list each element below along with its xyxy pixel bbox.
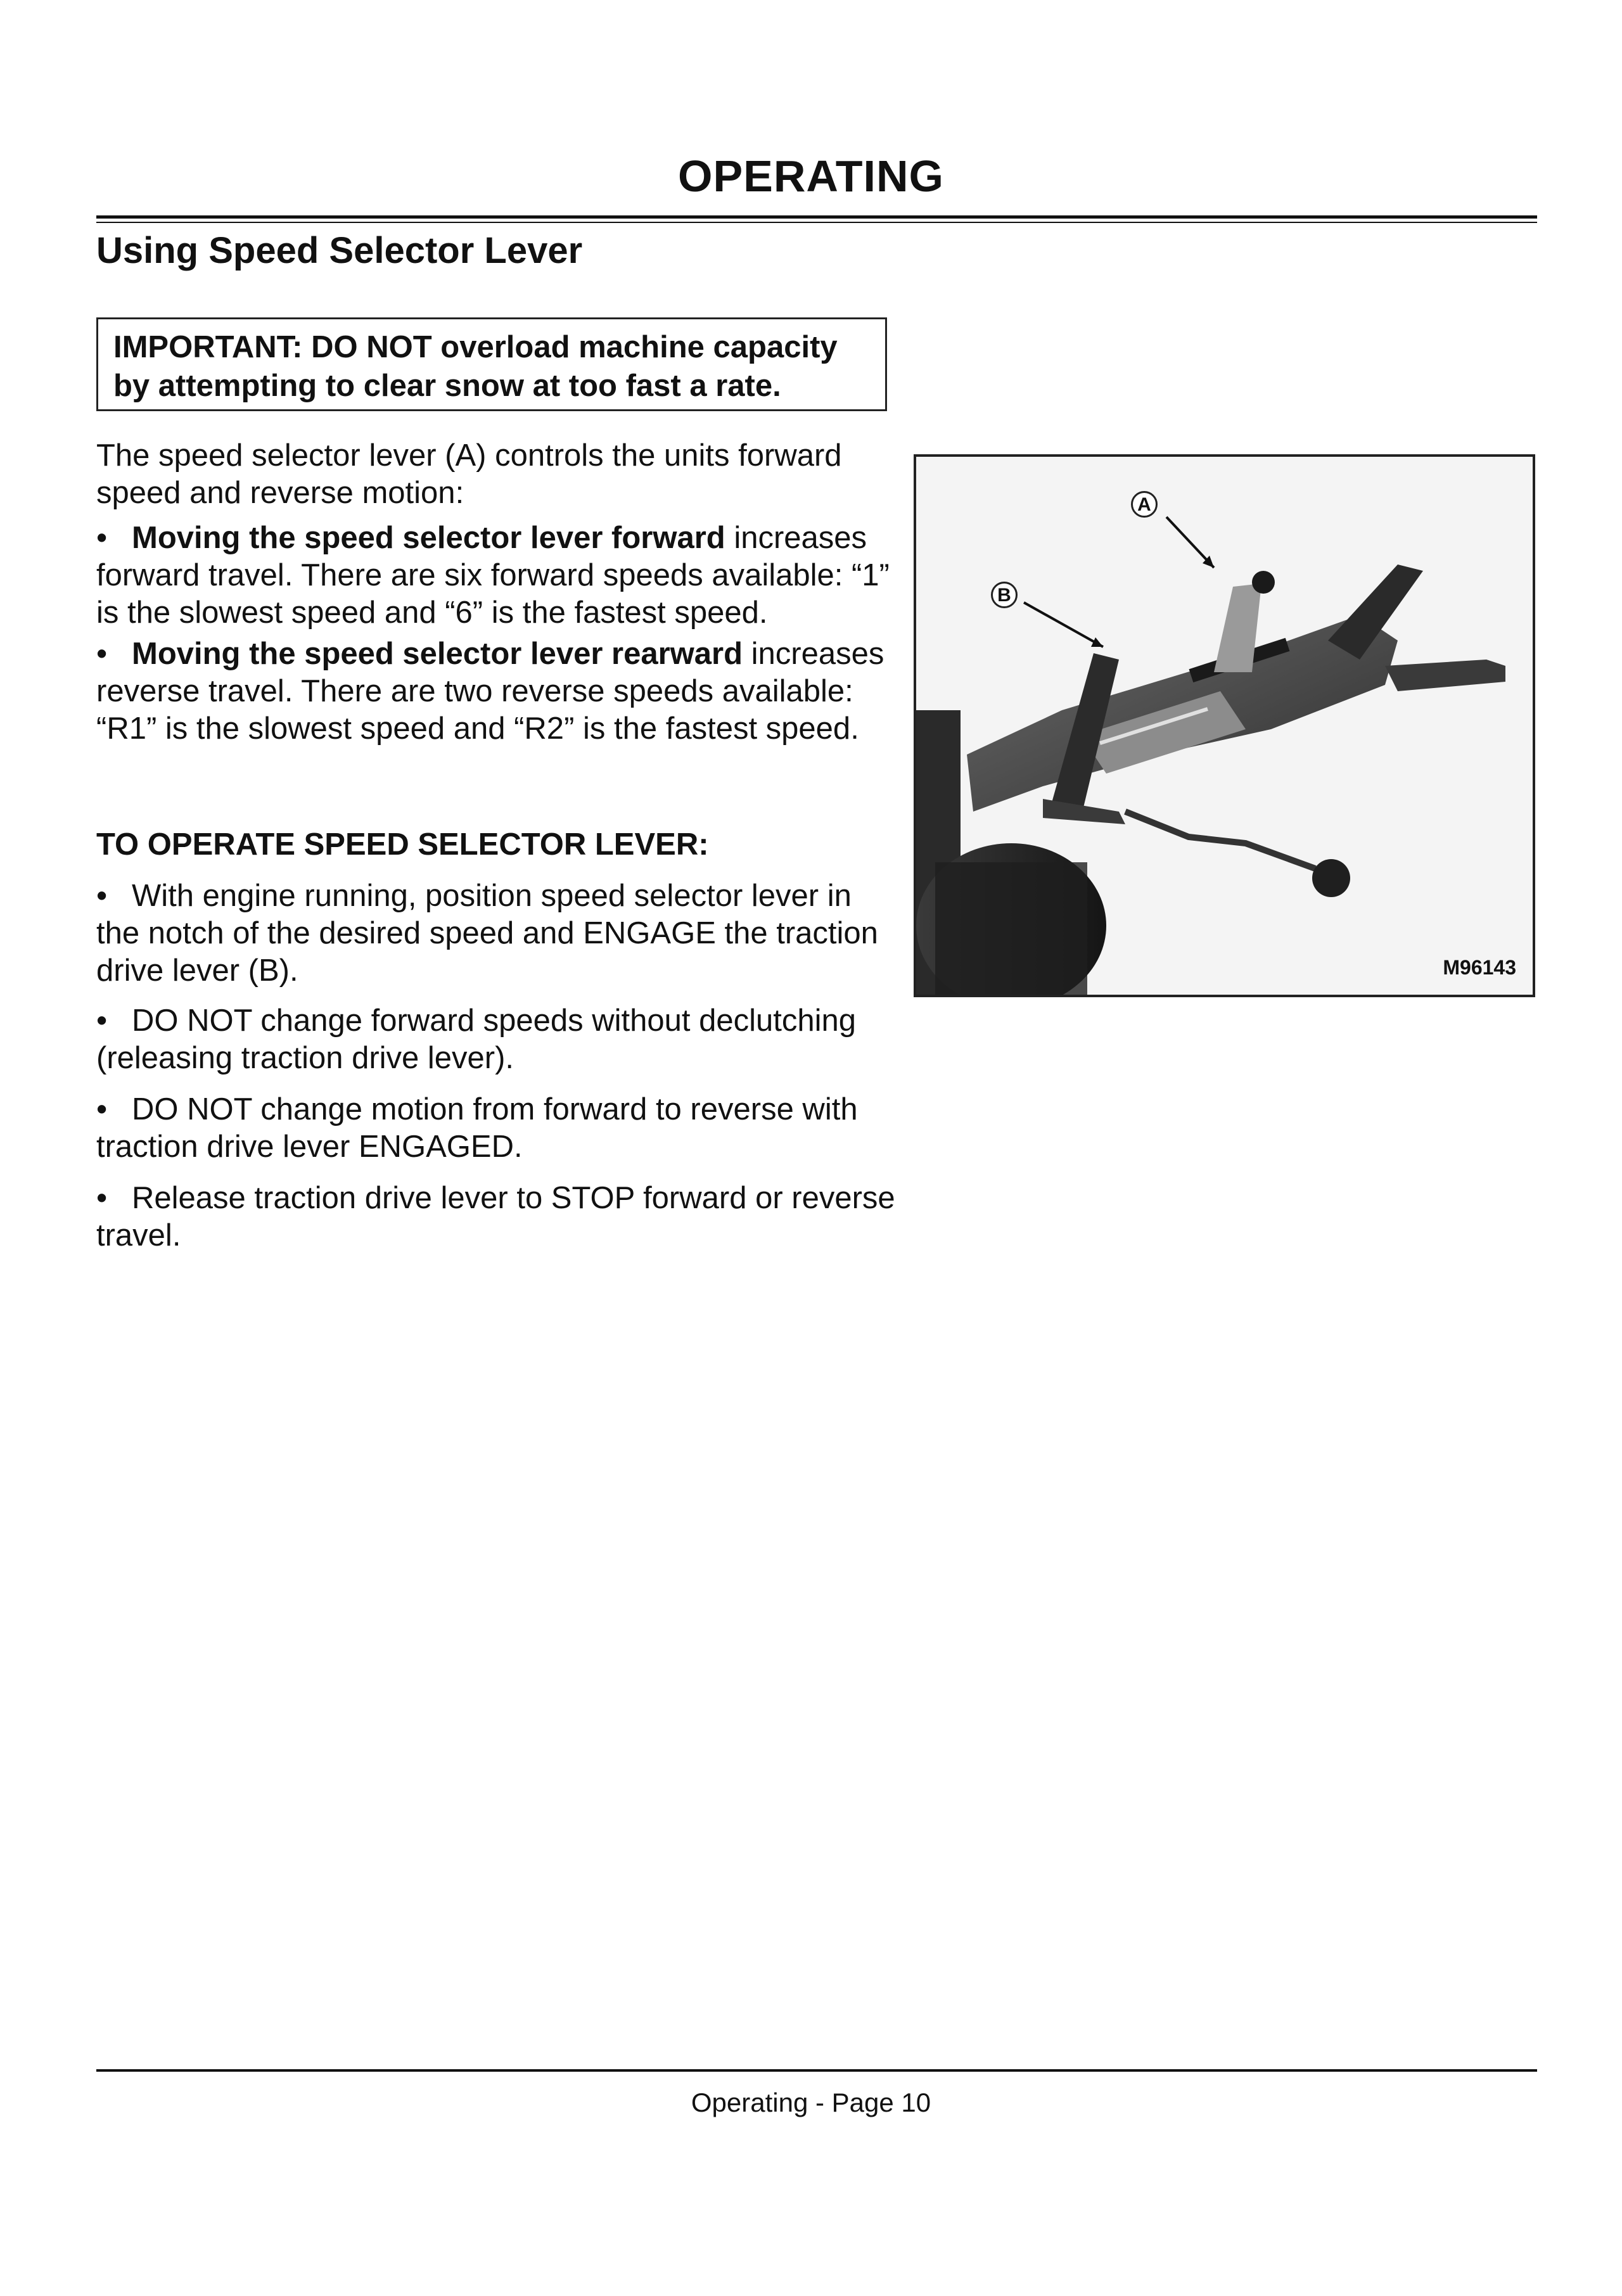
important-notice <box>96 317 887 411</box>
callout-a: A <box>1131 491 1158 518</box>
bullet-glyph: • <box>96 1181 108 1215</box>
procedure-step <box>96 1180 901 1254</box>
leader-line-b <box>1024 603 1103 647</box>
step-text: DO NOT change motion from forward to reverse with traction drive lever ENGAGED. <box>96 1092 858 1164</box>
header-rule-thick <box>96 215 1537 219</box>
section-title: OPERATING <box>678 151 944 201</box>
bullet-item <box>96 520 901 632</box>
step-text: With engine running, position speed selector lever in the notch of the desired speed and ENGAGE the traction drive lever (B). <box>96 879 878 988</box>
procedure-step <box>96 1002 901 1077</box>
bullet-item <box>96 635 901 748</box>
procedure-step <box>96 1091 901 1166</box>
bullet-glyph: • <box>96 879 108 913</box>
bullet-glyph: • <box>96 1004 108 1038</box>
important-notice-text: IMPORTANT: DO NOT overload machine capacity by attempting to clear snow at too fast a rate. <box>113 330 838 403</box>
crank-knob <box>1312 859 1350 897</box>
figure-id: M96143 <box>1443 956 1516 979</box>
bullet-text: increases reverse travel. There are two reverse speeds available: “R1” is the slowest speed and “R2” is the fastest speed. <box>96 637 884 746</box>
right-handle-grip <box>1385 660 1505 691</box>
snowblower-control-photo <box>914 454 1535 997</box>
bullet-glyph: • <box>96 637 108 671</box>
snowblower-illustration <box>916 457 1533 995</box>
bullet-glyph: • <box>96 1092 108 1126</box>
page-heading: Using Speed Selector Lever <box>96 230 583 271</box>
bullet-bold-text: Moving the speed selector lever forward <box>132 521 725 555</box>
bullet-glyph: • <box>96 521 108 555</box>
callout-b: B <box>991 582 1018 608</box>
bullet-bold-text: Moving the speed selector lever rearward <box>132 637 743 671</box>
step-text: Release traction drive lever to STOP forward or reverse travel. <box>96 1181 895 1253</box>
footer-rule <box>96 2069 1537 2072</box>
bullet-text: increases forward travel. There are six forward speeds available: “1” is the slowest speed and “6” is the fastest speed. <box>96 521 890 630</box>
header-rule-thin <box>96 222 1537 223</box>
procedure-heading: TO OPERATE SPEED SELECTOR LEVER: <box>96 827 709 862</box>
step-text: DO NOT change forward speeds without declutching (releasing traction drive lever). <box>96 1004 857 1075</box>
page-footer: Operating - Page 10 <box>691 2088 931 2117</box>
intro-paragraph: The speed selector lever (A) controls the units forward speed and reverse motion: <box>96 438 842 510</box>
engine-block <box>935 862 1087 995</box>
procedure-step <box>96 877 901 990</box>
chute-crank-rod <box>1125 812 1315 869</box>
selector-knob <box>1252 571 1275 594</box>
